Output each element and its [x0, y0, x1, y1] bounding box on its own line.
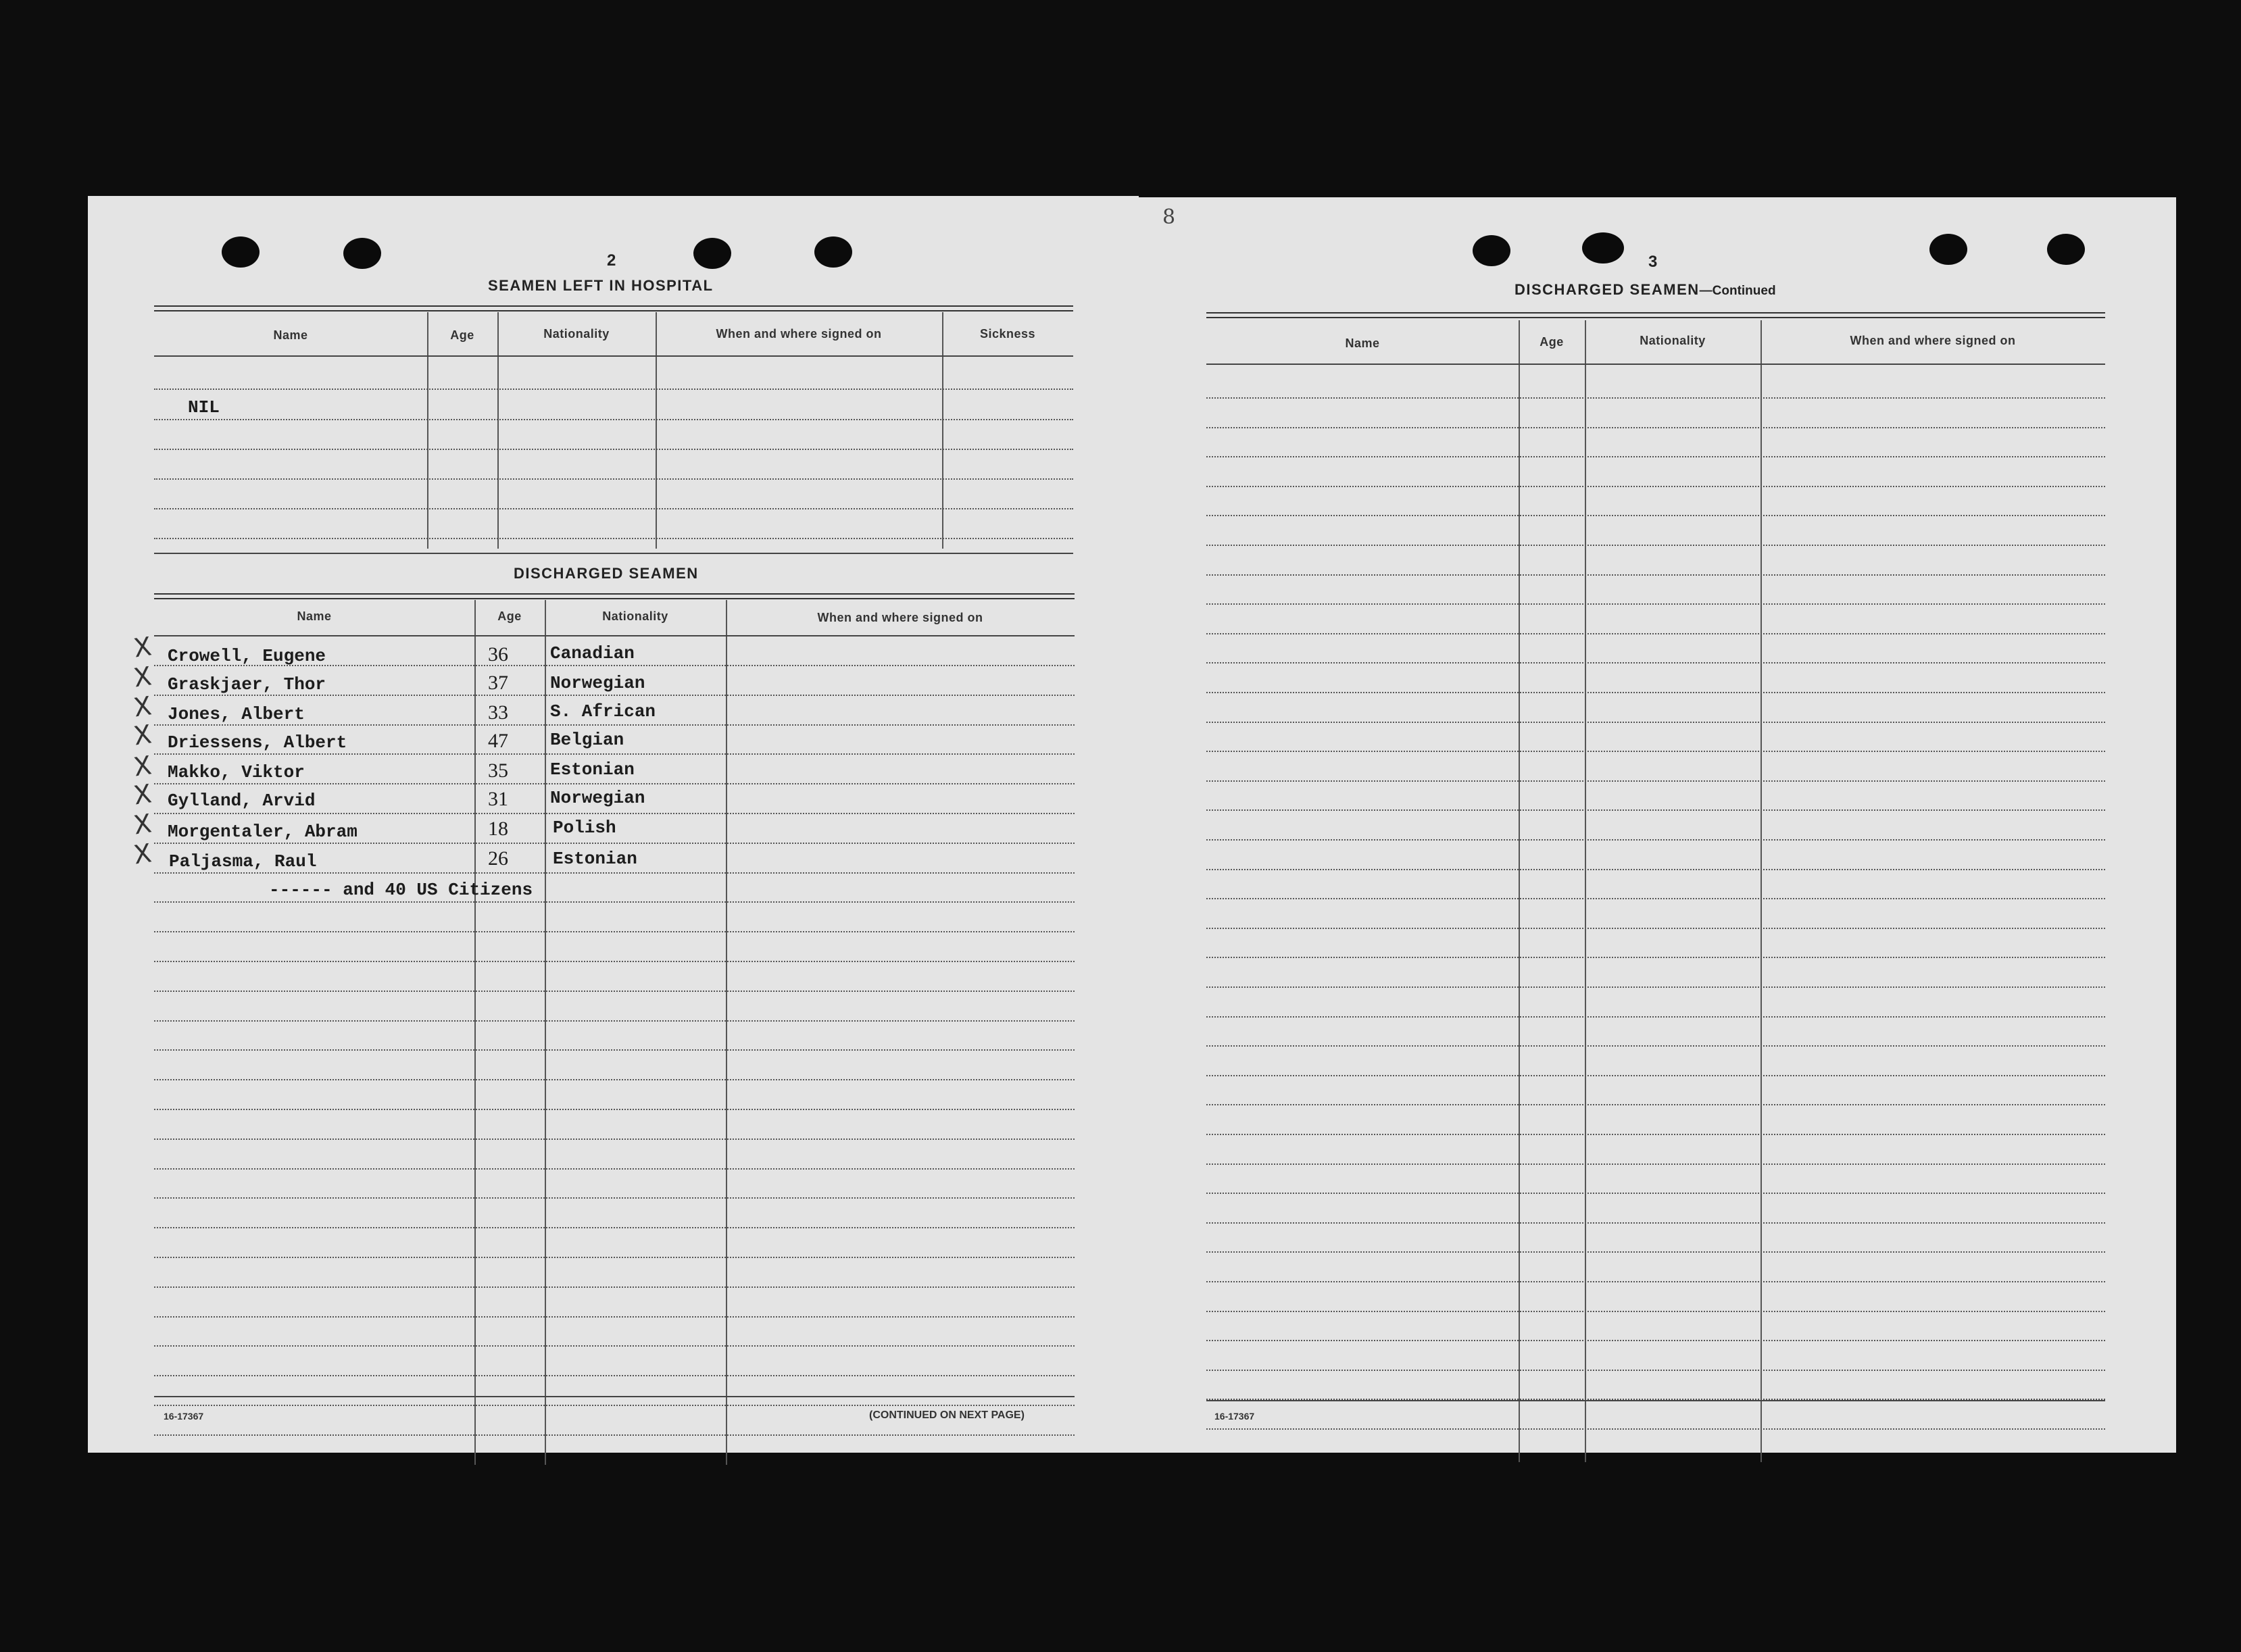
- row-rule: [154, 961, 1075, 962]
- row-rule: [154, 449, 1073, 450]
- row-rule: [154, 1020, 1075, 1022]
- seaman-age: 26: [488, 847, 508, 870]
- column-header-signed-on: When and where signed on: [817, 611, 983, 624]
- seaman-age: 31: [488, 788, 508, 810]
- tick-mark: X: [132, 750, 153, 782]
- column-header-signed-on: When and where signed on: [716, 327, 882, 341]
- row-rule: [1206, 1193, 2105, 1194]
- punch-hole: [1473, 235, 1510, 266]
- column-divider: [726, 600, 727, 1465]
- tick-mark: X: [132, 808, 153, 841]
- form-number: 16-17367: [1214, 1411, 1255, 1422]
- seaman-name: Paljasma, Raul: [169, 851, 317, 872]
- table-top-rule: [1206, 312, 2105, 318]
- row-rule: [154, 508, 1073, 509]
- column-divider: [1585, 320, 1586, 1462]
- punch-hole: [693, 238, 731, 269]
- column-header-sickness: Sickness: [979, 327, 1036, 341]
- section-title-text: DISCHARGED SEAMEN: [1514, 281, 1700, 298]
- row-rule: [1206, 1016, 2105, 1018]
- column-divider: [427, 312, 428, 549]
- seaman-nationality: Estonian: [550, 759, 635, 780]
- seaman-nationality: Canadian: [550, 643, 635, 664]
- column-divider: [545, 600, 546, 1465]
- row-rule: [154, 538, 1073, 539]
- row-rule: [154, 843, 1075, 844]
- row-rule: [154, 991, 1075, 992]
- table-top-rule: [154, 305, 1073, 311]
- row-rule: [154, 1227, 1075, 1228]
- row-rule: [1206, 545, 2105, 546]
- row-rule: [1206, 928, 2105, 929]
- seaman-nationality: Norwegian: [550, 673, 645, 693]
- row-rule: [154, 1405, 1075, 1406]
- seaman-age: 33: [488, 701, 508, 724]
- row-rule: [1206, 603, 2105, 605]
- seaman-nationality: Belgian: [550, 730, 624, 750]
- row-rule: [1206, 722, 2105, 723]
- punch-hole: [222, 236, 260, 268]
- row-rule: [1206, 1134, 2105, 1135]
- header-rule: [154, 355, 1073, 357]
- row-rule: [154, 901, 1075, 903]
- row-rule: [1206, 456, 2105, 457]
- seaman-name: Gylland, Arvid: [168, 791, 316, 811]
- row-rule: [1206, 898, 2105, 899]
- column-divider: [656, 312, 657, 549]
- continued-note: (CONTINUED ON NEXT PAGE): [869, 1409, 1025, 1421]
- column-divider: [1519, 320, 1520, 1462]
- table-bottom-rule: [1206, 1400, 2105, 1401]
- row-rule: [154, 1109, 1075, 1110]
- row-rule: [154, 1168, 1075, 1170]
- seaman-age: 35: [488, 759, 508, 782]
- column-header-name: Name: [273, 328, 308, 342]
- row-rule: [1206, 397, 2105, 399]
- us-citizens-note: ------ and 40 US Citizens: [269, 880, 533, 900]
- row-rule: [154, 1286, 1075, 1288]
- row-rule: [1206, 662, 2105, 664]
- row-rule: [1206, 809, 2105, 811]
- row-rule: [154, 695, 1075, 696]
- table-top-rule: [154, 593, 1075, 599]
- row-rule: [1206, 1075, 2105, 1076]
- row-rule: [1206, 751, 2105, 752]
- column-header-nationality: Nationality: [602, 609, 668, 623]
- column-header-age: Age: [1540, 335, 1564, 349]
- hospital-section-title: SEAMEN LEFT IN HOSPITAL: [488, 277, 714, 294]
- seaman-name: Makko, Viktor: [168, 762, 305, 782]
- row-rule: [1206, 1251, 2105, 1253]
- seaman-name: Driessens, Albert: [168, 732, 347, 753]
- seaman-name: Graskjaer, Thor: [168, 674, 326, 695]
- row-rule: [1206, 1428, 2105, 1430]
- table-bottom-rule: [154, 553, 1073, 554]
- row-rule: [1206, 869, 2105, 870]
- row-rule: [154, 1049, 1075, 1051]
- punch-hole: [2047, 234, 2085, 265]
- column-divider: [1760, 320, 1762, 1462]
- seaman-age: 18: [488, 818, 508, 840]
- tick-mark: X: [132, 631, 153, 664]
- section-title-suffix: —Continued: [1699, 284, 1776, 298]
- row-rule: [1206, 1281, 2105, 1282]
- row-rule: [1206, 1222, 2105, 1224]
- row-rule: [1206, 1370, 2105, 1371]
- row-rule: [154, 1345, 1075, 1347]
- row-rule: [154, 753, 1075, 755]
- seaman-nationality: Estonian: [553, 849, 637, 869]
- tick-mark: X: [132, 838, 153, 870]
- column-header-name: Name: [1345, 336, 1380, 350]
- seaman-age: 47: [488, 730, 508, 752]
- column-divider: [497, 312, 499, 549]
- seaman-age: 36: [488, 643, 508, 666]
- tick-mark: X: [132, 661, 153, 693]
- seaman-name: Morgentaler, Abram: [168, 822, 358, 842]
- column-header-name: Name: [297, 609, 332, 623]
- discharged-section-title: DISCHARGED SEAMEN: [514, 565, 699, 582]
- column-header-age: Age: [497, 609, 522, 623]
- tick-mark: X: [132, 691, 153, 723]
- row-rule: [1206, 957, 2105, 958]
- column-divider: [474, 600, 476, 1465]
- row-rule: [1206, 1340, 2105, 1341]
- row-rule: [154, 783, 1075, 784]
- page-number: 2: [607, 251, 616, 270]
- sheet-mark: 8: [1162, 205, 1176, 229]
- continued-section-title: [1514, 281, 1776, 299]
- right-page: [1139, 197, 2176, 1453]
- left-page: [88, 196, 1139, 1453]
- row-rule: [1206, 1045, 2105, 1047]
- row-rule: [154, 478, 1073, 480]
- punch-hole: [1582, 232, 1624, 264]
- tick-mark: X: [132, 719, 153, 751]
- seaman-name: Crowell, Eugene: [168, 646, 326, 666]
- row-rule: [154, 1138, 1075, 1140]
- row-rule: [1206, 1311, 2105, 1312]
- table-bottom-rule: [154, 1396, 1075, 1397]
- seaman-nationality: S. African: [550, 701, 656, 722]
- row-rule: [1206, 1163, 2105, 1165]
- row-rule: [1206, 427, 2105, 428]
- seaman-name: Jones, Albert: [168, 704, 305, 724]
- row-rule: [1206, 986, 2105, 988]
- seaman-nationality: Norwegian: [550, 788, 645, 808]
- row-rule: [154, 389, 1073, 390]
- row-rule: [154, 1257, 1075, 1258]
- row-rule: [1206, 780, 2105, 782]
- column-header-nationality: Nationality: [1640, 334, 1706, 347]
- row-rule: [154, 1316, 1075, 1318]
- row-rule: [1206, 692, 2105, 693]
- tick-mark: X: [132, 778, 153, 811]
- column-divider: [942, 312, 943, 549]
- punch-hole: [1929, 234, 1967, 265]
- page-number: 3: [1648, 253, 1658, 271]
- row-rule: [1206, 1104, 2105, 1105]
- column-header-age: Age: [450, 328, 474, 342]
- row-rule: [1206, 515, 2105, 516]
- row-rule: [154, 1197, 1075, 1199]
- row-rule: [154, 1375, 1075, 1376]
- row-rule: [1206, 486, 2105, 487]
- form-number: 16-17367: [164, 1411, 204, 1422]
- row-rule: [1206, 633, 2105, 634]
- row-rule: [1206, 574, 2105, 576]
- punch-hole: [343, 238, 381, 269]
- hospital-entry: NIL: [188, 397, 220, 418]
- header-rule: [1206, 364, 2105, 365]
- header-rule: [154, 635, 1075, 636]
- column-header-nationality: Nationality: [543, 327, 610, 341]
- row-rule: [1206, 839, 2105, 841]
- punch-hole: [814, 236, 852, 268]
- row-rule: [154, 1079, 1075, 1080]
- row-rule: [154, 813, 1075, 814]
- seaman-nationality: Polish: [553, 818, 616, 838]
- row-rule: [154, 1434, 1075, 1436]
- row-rule: [154, 931, 1075, 932]
- row-rule: [154, 872, 1075, 874]
- row-rule: [154, 724, 1075, 726]
- seaman-age: 37: [488, 672, 508, 694]
- column-header-signed-on: When and where signed on: [1850, 334, 2016, 347]
- row-rule: [154, 419, 1073, 420]
